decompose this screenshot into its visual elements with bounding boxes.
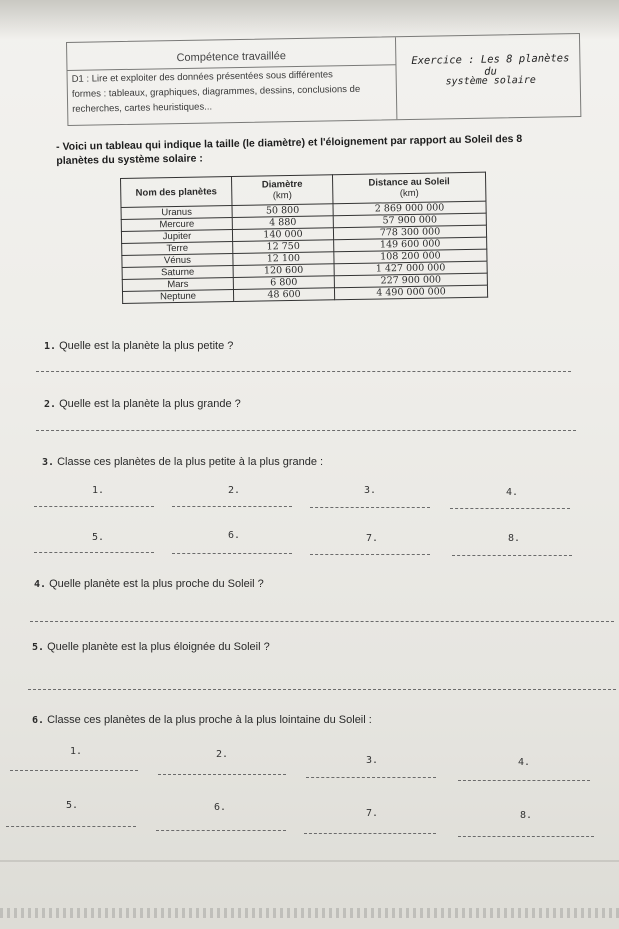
planet-name: Mars [122,278,233,292]
planet-distance: 1 427 000 000 [334,261,487,276]
header-diameter-unit: (km) [272,190,292,202]
question-4-number: 4. [34,579,47,590]
rank-slot-2-line[interactable] [172,506,292,507]
planet-distance: 57 900 000 [333,213,486,228]
planet-name: Neptune [122,290,233,304]
planet-name: Jupiter [121,230,232,244]
order-slot-6-number: 6. [214,802,227,813]
rank-slot-4-number: 4. [506,487,519,498]
planet-distance: 108 200 000 [334,249,487,264]
question-1-text: Quelle est la planète la plus petite ? [59,340,234,352]
intro-line-2: planètes du système solaire : [56,152,203,167]
planet-distance: 2 869 000 000 [333,201,486,216]
order-slot-2-line[interactable] [158,774,286,775]
question-5 [32,641,270,653]
planet-name: Uranus [121,206,232,220]
order-slot-1-line[interactable] [10,770,138,771]
planets-table [120,172,488,304]
exercise-title: Exercice : Les 8 planètes du [411,52,570,78]
question-5-number: 5. [32,642,45,653]
competence-description [72,66,393,117]
order-slot-7-number: 7. [366,808,379,819]
order-slot-3-line[interactable] [306,777,436,778]
planet-diameter: 50 800 [232,204,333,218]
order-slot-1-number: 1. [70,746,83,757]
question-4-text: Quelle planète est la plus proche du Soleil ? [49,578,264,590]
order-slot-8-number: 8. [520,810,533,821]
rank-slot-5-line[interactable] [34,552,154,553]
answer-line-2[interactable] [36,430,576,431]
question-2-text: Quelle est la planète la plus grande ? [59,398,241,410]
order-slot-3-number: 3. [366,755,379,766]
order-slot-7-line[interactable] [304,833,436,834]
rank-slot-8-line[interactable] [452,555,572,556]
order-slot-4-line[interactable] [458,780,590,781]
header-distance-unit: (km) [399,187,419,200]
order-slot-6-line[interactable] [156,830,286,831]
intro-line-1: - Voici un tableau qui indique la taille (le diamètre) et l'éloignement par rapport au Soleil des 8 [56,132,523,153]
question-2-number: 2. [44,399,57,410]
d1-line-1: D1 : Lire et exploiter des données présentées sous différentes [71,69,333,85]
planet-distance: 4 490 000 000 [334,285,487,300]
question-3-text: Classe ces planètes de la plus petite à la plus grande : [57,456,324,468]
planet-name: Mercure [121,218,232,232]
planet-distance: 149 600 000 [334,237,487,252]
bottom-dotted-edge [0,908,619,918]
competence-title: Compétence travaillée [67,37,395,71]
question-6-number: 6. [32,715,45,726]
planet-distance: 778 300 000 [333,225,486,240]
question-5-text: Quelle planète est la plus éloignée du Soleil ? [47,641,270,653]
planet-diameter: 140 000 [232,228,333,242]
d1-line-2: formes : tableaux, graphiques, diagrammes, dessins, conclusions de [71,83,361,100]
planet-diameter: 4 880 [232,216,333,230]
planet-diameter: 6 800 [233,276,334,290]
order-slot-5-line[interactable] [6,826,136,827]
d1-line-3: recherches, cartes heuristiques... [72,101,213,115]
order-slot-8-line[interactable] [458,836,594,837]
answer-line-1[interactable] [36,371,571,372]
planet-diameter: 12 750 [233,240,334,254]
planet-diameter: 48 600 [233,288,334,302]
planet-diameter: 12 100 [233,252,334,266]
order-slot-5-number: 5. [66,800,79,811]
question-3-number: 3. [42,457,55,468]
question-1-number: 1. [44,341,57,352]
planet-distance: 227 900 000 [334,273,487,288]
rank-slot-1-number: 1. [92,485,105,496]
header-diameter [231,175,332,206]
question-2 [44,398,241,410]
rank-slot-3-number: 3. [364,485,377,496]
rank-slot-6-line[interactable] [172,553,292,554]
exercise-theme: système solaire [445,74,536,88]
rank-slot-6-number: 6. [228,530,241,541]
rank-slot-1-line[interactable] [34,506,154,507]
order-slot-2-number: 2. [216,749,229,760]
header-planet-name: Nom des planètes [121,177,232,208]
planet-name: Terre [122,242,233,256]
planet-name: Saturne [122,266,233,280]
answer-line-4[interactable] [30,621,614,622]
planet-name: Vénus [122,254,233,268]
answer-line-5[interactable] [28,689,616,690]
header-distance-label: Distance au Soleil [368,176,450,189]
question-4 [34,578,264,590]
header-diameter-label: Diamètre [261,178,303,191]
rank-slot-5-number: 5. [92,532,105,543]
header-box [66,33,581,126]
rank-slot-7-number: 7. [366,533,379,544]
question-1 [44,340,233,352]
paper-fold [0,860,619,862]
question-6-text: Classe ces planètes de la plus proche à la plus lointaine du Soleil : [47,714,372,726]
rank-slot-8-number: 8. [508,533,521,544]
rank-slot-7-line[interactable] [310,554,430,555]
order-slot-4-number: 4. [518,757,531,768]
planet-diameter: 120 600 [233,264,334,278]
header-distance [332,172,485,204]
rank-slot-4-line[interactable] [450,508,570,509]
question-3 [42,456,323,468]
question-6 [32,714,372,726]
rank-slot-2-number: 2. [228,485,241,496]
rank-slot-3-line[interactable] [310,507,430,508]
competence-cell [67,37,397,125]
